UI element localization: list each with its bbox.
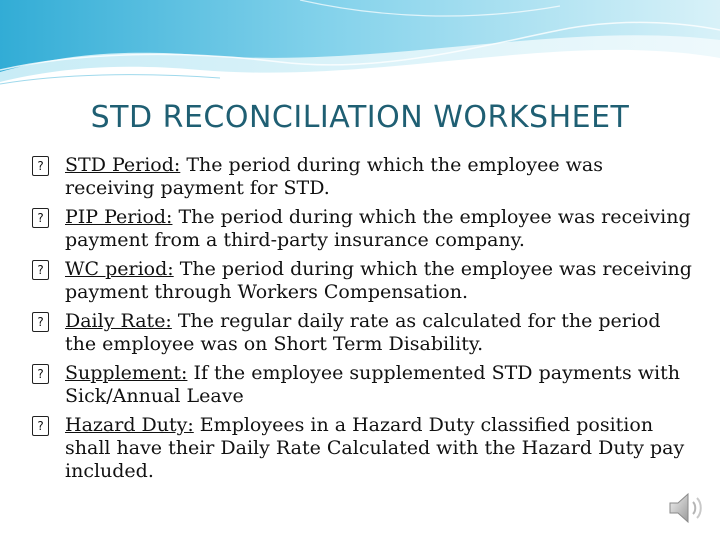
definition-text: If the employee supplemented STD payments with Sick/Annual Leave <box>65 362 680 407</box>
bullet-marker: ? <box>32 260 49 280</box>
definition-item-hazard-duty <box>32 414 692 483</box>
definition-item-supplement <box>32 362 692 408</box>
definition-term: WC period: <box>65 258 174 280</box>
bullet-marker: ? <box>32 312 49 332</box>
definition-term: STD Period: <box>65 154 181 176</box>
definition-term: PIP Period: <box>65 206 173 228</box>
bullet-marker: ? <box>32 156 49 176</box>
speaker-icon[interactable] <box>666 488 706 528</box>
definition-text: The period during which the employee was receiving payment for STD. <box>65 154 603 199</box>
header-wave-decoration <box>0 0 720 110</box>
bullet-marker: ? <box>32 416 49 436</box>
definition-term: Hazard Duty: <box>65 414 194 436</box>
slide-title: STD RECONCILIATION WORKSHEET <box>90 100 630 135</box>
definition-list <box>32 154 692 489</box>
definition-term: Supplement: <box>65 362 188 384</box>
definition-item-pip-period <box>32 206 692 252</box>
definition-text: The period during which the employee was receiving payment through Workers Compensation. <box>65 258 692 303</box>
definition-term: Daily Rate: <box>65 310 172 332</box>
definition-item-std-period <box>32 154 692 200</box>
bullet-marker: ? <box>32 364 49 384</box>
definition-text: The regular daily rate as calculated for the period the employee was on Short Term Disability. <box>65 310 661 355</box>
bullet-marker: ? <box>32 208 49 228</box>
definition-item-wc-period <box>32 258 692 304</box>
definition-item-daily-rate <box>32 310 692 356</box>
definition-text: Employees in a Hazard Duty classified position shall have their Daily Rate Calculated with the Hazard Duty pay included. <box>65 414 685 482</box>
definition-text: The period during which the employee was receiving payment from a third-party insurance company. <box>65 206 691 251</box>
